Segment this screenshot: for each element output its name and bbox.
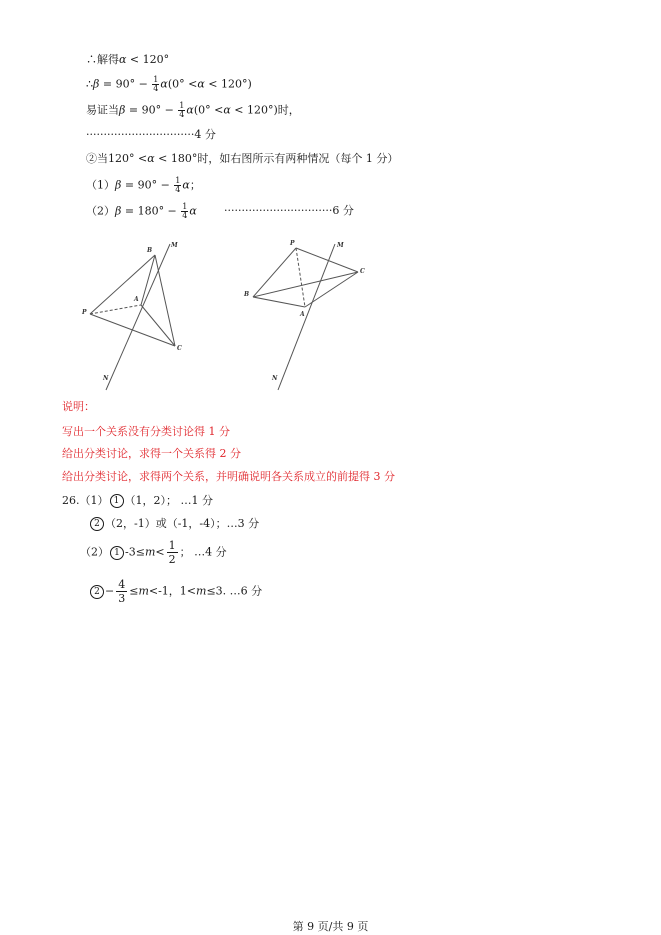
figure-left (90, 244, 175, 390)
label-left-A: A (134, 296, 139, 303)
segment-pa-dashed (90, 305, 141, 314)
line-easy-proof: 易证当β = 90° − $\frac{1}{4}$ α(0° <α < 120°)时， (86, 101, 300, 119)
circled-number: 1 (110, 546, 124, 560)
segment-pc (296, 248, 358, 272)
note-3: 给出分类讨论，求得两个关系，并明确说明各关系成立的前提得 3 分 (62, 470, 395, 483)
line-case-2: （2）β = 180° − $\frac{1}{4}$ α (86, 202, 197, 220)
segment-bc (155, 255, 175, 346)
notes-title: 说明： (62, 400, 95, 413)
note-1: 写出一个关系没有分类讨论得 1 分 (62, 425, 230, 438)
figure-right (253, 244, 358, 390)
label-left-N: N (103, 375, 109, 382)
line-case-1: （1）β = 90° − $\frac{1}{4}$ α； (86, 176, 201, 194)
label-right-P: P (290, 240, 295, 247)
q26-row-2: 2 （2，-1）或（-1，-4）；…3 分 (89, 516, 259, 532)
segment-ba (141, 255, 155, 305)
line-beta-formula: ∴β = 90° − $\frac{1}{4}$ α(0° <α < 120°) (86, 75, 252, 93)
label-right-M: M (337, 242, 344, 249)
label-right-N: N (272, 375, 278, 382)
line-solve-alpha: ∴解得α < 120° (86, 53, 170, 66)
fraction: $\frac{1}{4}$ (153, 75, 159, 93)
line-mn (278, 244, 335, 390)
q26-row-1: 26.（1） 1 （1，2）； …1 分 (62, 494, 213, 507)
label-left-P: P (82, 309, 87, 316)
line-mn (106, 244, 170, 390)
label-right-A: A (300, 311, 305, 318)
line-score-4: ·······························4 分 (86, 128, 216, 141)
label-right-C: C (360, 268, 365, 275)
label-right-B: B (244, 291, 250, 298)
segment-bp (253, 248, 296, 297)
segment-bc (253, 272, 358, 297)
note-2: 给出分类讨论，求得一个关系得 2 分 (62, 447, 241, 460)
label-left-M: M (171, 242, 178, 249)
fraction: $\frac{1}{4}$ (175, 176, 181, 194)
label-left-C: C (177, 345, 182, 352)
page-footer: 第 9 页/共 9 页 (292, 920, 369, 933)
q26-row-3: （2） 1 -3≤m< $\frac{1}{2}$ ； …4 分 (80, 539, 227, 566)
segment-ac (305, 272, 358, 307)
circled-number: 1 (110, 494, 124, 508)
fraction: $\frac{1}{4}$ (182, 202, 188, 220)
segment-pa-dashed (296, 248, 305, 307)
geometry-figures (0, 228, 661, 398)
circled-number: 2 (90, 517, 104, 531)
segment-ba (253, 297, 305, 307)
label-left-B: B (147, 247, 153, 254)
fraction: $\frac{1}{4}$ (179, 101, 185, 119)
circled-number: 2 (90, 585, 104, 599)
fraction: $\frac{4}{3}$ (118, 578, 126, 605)
q26-row-4: 2 − $\frac{4}{3}$ ≤m<-1，1<m≤3. …6 分 (89, 578, 262, 605)
line-score-6: ·······························6 分 (224, 204, 354, 217)
fraction: $\frac{1}{2}$ (168, 539, 176, 566)
line-case-two: ②当120° <α < 180°时，如右图所示有两种情况（每个 1 分） (86, 152, 399, 165)
segment-pb (90, 255, 155, 314)
